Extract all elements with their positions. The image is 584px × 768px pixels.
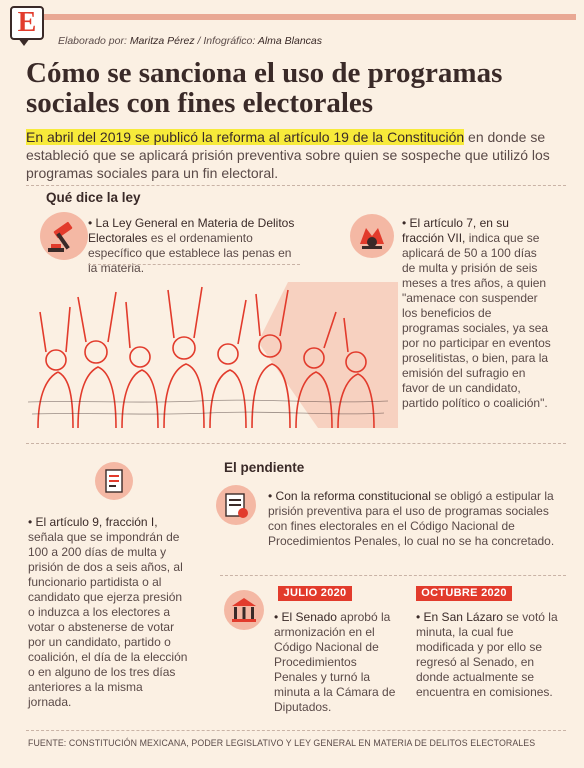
reforma-text xyxy=(268,489,558,549)
source-note: FUENTE: CONSTITUCIÓN MEXICANA, PODER LEGISLATIVO Y LEY GENERAL EN MATERIA DE DELITOS ELECTORALES xyxy=(28,738,536,748)
brand-logo[interactable] xyxy=(10,6,44,40)
bullet: • xyxy=(28,515,33,529)
logo-letter: E xyxy=(17,7,37,38)
credits-prefix: Elaborado por: xyxy=(58,35,127,47)
date-badge-julio: JULIO 2020 xyxy=(278,586,352,601)
top-accent-bar xyxy=(42,14,576,20)
octubre-text xyxy=(416,610,560,700)
articulo-7-lead: El artículo 7, en su fracción VII, xyxy=(402,216,509,245)
bullet: • xyxy=(274,610,279,624)
designer-name: Alma Blancas xyxy=(257,35,323,47)
reforma-lead: Con la reforma constitucional xyxy=(275,489,431,503)
section-heading-ley: Qué dice la ley xyxy=(46,190,141,205)
octubre-lead: En San Lázaro xyxy=(423,610,503,624)
julio-lead: El Senado xyxy=(281,610,337,624)
articulo-7-text xyxy=(402,216,552,411)
document-icon xyxy=(95,462,133,500)
certificate-icon xyxy=(216,485,256,525)
reforma-body: se obligó a estipular la prisión preventiva para el uso de programas sociales con fines electorales en el Código Nacional de Procedimientos Penales, lo cual no se ha concretado. xyxy=(268,489,555,548)
articulo-9-text xyxy=(28,515,188,710)
senate-building-icon xyxy=(224,590,264,630)
page-title xyxy=(26,58,566,118)
intro-paragraph xyxy=(26,128,566,182)
bullet: • xyxy=(416,610,421,624)
bullet: • xyxy=(268,489,273,503)
intro-highlight: En abril del 2019 se publicó la reforma al artículo 19 de la Constitución xyxy=(26,129,465,145)
section-heading-pendiente: El pendiente xyxy=(224,460,305,475)
author-name: Maritza Pérez xyxy=(129,35,195,47)
divider xyxy=(26,730,566,731)
gavel-icon xyxy=(40,212,88,260)
intro-rest: en donde se estableció que se aplicará prisión preventiva sobre quien se sospeche que utilizó los programas sociales para un fin electoral. xyxy=(26,129,550,181)
divider xyxy=(26,443,566,444)
bullet: • xyxy=(88,216,93,230)
julio-body: aprobó la armonización en el Código Nacional de Procedimientos Penales y turnó la minuta a la Cámara de Diputados. xyxy=(274,610,396,714)
ley-general-lead: La Ley General en Materia de Delitos Electorales xyxy=(88,216,295,245)
date-badge-octubre: OCTUBRE 2020 xyxy=(416,586,512,601)
articulo-7-body: indica que se aplicará de 50 a 100 días de multa y prisión de seis meses a tres años, a quien "amenace con suspender los beneficios de programas sociales, ya sea por no participar en eventos proselitistas, o bien, para la emisión del sufragio en favor de un candidato, partido político o coalición". xyxy=(402,231,551,410)
bullet: • xyxy=(402,216,407,230)
divider xyxy=(220,575,566,576)
articulo-9-body: señala que se impondrán de 100 a 200 días de multa y prisión de dos a seis años, al funcionario partidista o al candidato que ejerza presión o induzca a los electores a votar o abstenerse de votar por un candidato, partido o coalición, el día de la elección o en alguno de los tres días anteriores a la misma jornada. xyxy=(28,530,188,709)
ley-general-body: es el ordenamiento específico que establece las penas en la materia. xyxy=(88,231,292,275)
credits-line xyxy=(58,35,322,47)
handshake-icon xyxy=(350,214,394,258)
divider xyxy=(88,264,300,265)
title-line-1: Cómo se sanciona el uso de programas xyxy=(26,57,503,89)
ley-general-text xyxy=(88,216,300,276)
divider xyxy=(26,185,566,186)
octubre-body: se votó la minuta, la cual fue modificada y por ello se regresó al Senado, en donde actualmente se encuentra en comisiones. xyxy=(416,610,558,699)
title-line-2: sociales con fines electorales xyxy=(26,87,374,119)
credits-separator: / Infográfico: xyxy=(197,35,256,47)
crowd-illustration xyxy=(18,282,398,428)
articulo-9-lead: El artículo 9, fracción I, xyxy=(35,515,158,529)
julio-text xyxy=(274,610,402,715)
